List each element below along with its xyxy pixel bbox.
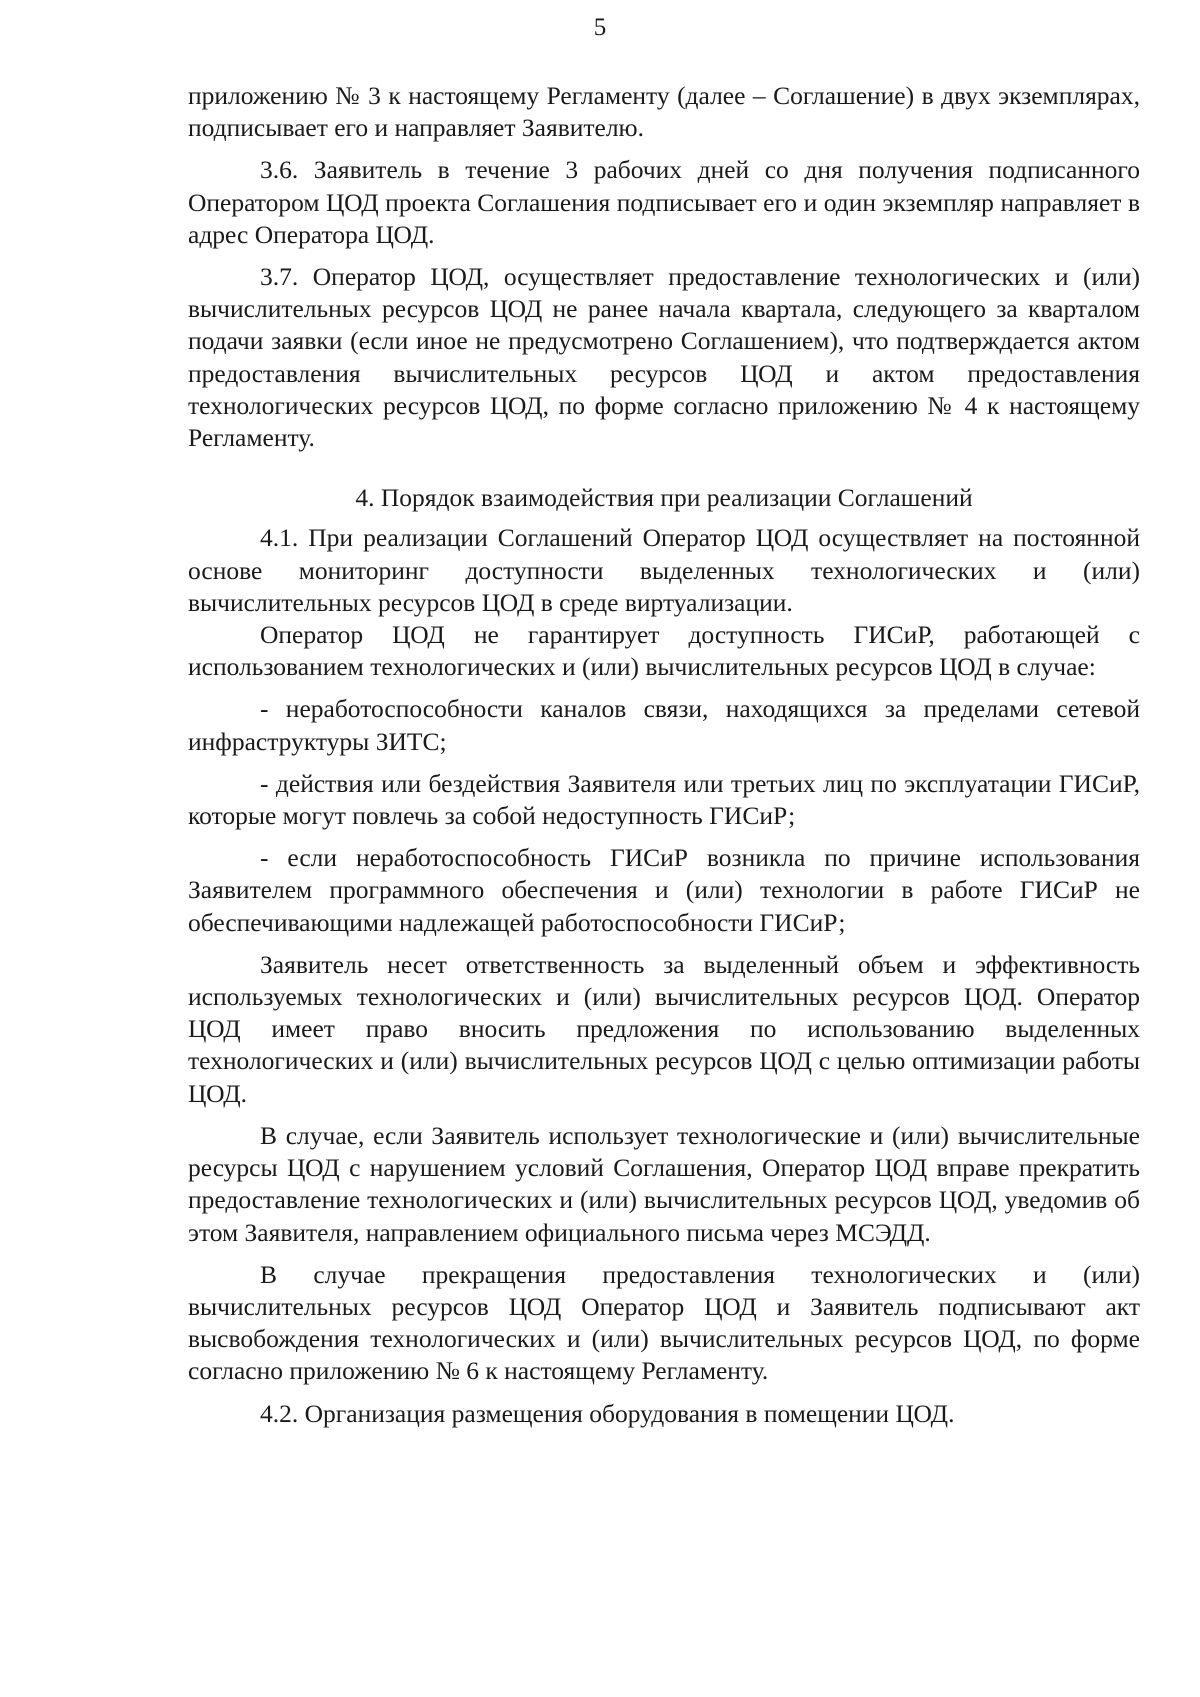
- paragraph-violation: В случае, если Заявитель использует технологические и (или) вычислительные ресурсы ЦОД с нарушением условий Соглашения, Оператор ЦОД вправе прекратить предоставление технологических и (или) вычислительных ресурсов ЦОД, уведомив об этом Заявителя, направлением официального письма через МСЭДД.: [188, 1120, 1140, 1247]
- paragraph-termination: В случае прекращения предоставления технологических и (или) вычислительных ресурсов ЦОД Оператор ЦОД и Заявитель подписывают акт высвобождения технологических и (или) вычислительных ресурсов ЦОД, по форме согласно приложению № 6 к настоящему Регламенту.: [188, 1259, 1140, 1386]
- list-item-actions: - действия или бездействия Заявителя или третьих лиц по эксплуатации ГИСиР, которые могут повлечь за собой недоступность ГИСиР;: [188, 768, 1140, 831]
- paragraph-4-1: 4.1. При реализации Соглашений Оператор ЦОД осуществляет на постоянной основе мониторинг доступности выделенных технологических и (или) вычислительных ресурсов ЦОД в среде виртуализации.: [188, 523, 1140, 617]
- paragraph-no-guarantee: Оператор ЦОД не гарантирует доступность ГИСиР, работающей с использованием технологических и (или) вычислительных ресурсов ЦОД в случае:: [188, 620, 1140, 682]
- paragraph-4-2: 4.2. Организация размещения оборудования в помещении ЦОД.: [260, 1398, 955, 1428]
- list-item-channels: - неработоспособности каналов связи, находящихся за пределами сетевой инфраструктуры ЗИТС;: [188, 694, 1140, 756]
- paragraph-continuation: приложению № 3 к настоящему Регламенту (далее – Соглашение) в двух экземплярах, подписывает его и направляет Заявителю.: [188, 81, 1140, 143]
- paragraph-responsibility: Заявитель несет ответственность за выделенный объем и эффективность используемых технологических и (или) вычислительных ресурсов ЦОД. Оператор ЦОД имеет право вносить предложения по использованию выделенных технологических и (или) вычислительных ресурсов ЦОД с целью оптимизации работы ЦОД.: [188, 949, 1140, 1108]
- section-heading-4: 4. Порядок взаимодействия при реализации Соглашений: [355, 483, 973, 513]
- paragraph-3-6: 3.6. Заявитель в течение 3 рабочих дней со дня получения подписанного Оператором ЦОД проекта Соглашения подписывает его и один экземпляр направляет в адрес Оператора ЦОД.: [188, 155, 1140, 249]
- document-body: [188, 80, 1140, 1430]
- list-item-software: - если неработоспособность ГИСиР возникла по причине использования Заявителем программного обеспечения и (или) технологии в работе ГИСиР не обеспечивающими надлежащей работоспособности ГИСиР;: [188, 843, 1140, 937]
- paragraph-3-7: 3.7. Оператор ЦОД, осуществляет предоставление технологических и (или) вычислительных ресурсов ЦОД не ранее начала квартала, следующего за кварталом подачи заявки (если иное не предусмотрено Соглашением), что подтверждается актом предоставления вычислительных ресурсов ЦОД и актом предоставления технологических ресурсов ЦОД, по форме согласно приложению № 4 к настоящему Регламенту.: [188, 262, 1140, 453]
- page-number: 5: [593, 14, 607, 41]
